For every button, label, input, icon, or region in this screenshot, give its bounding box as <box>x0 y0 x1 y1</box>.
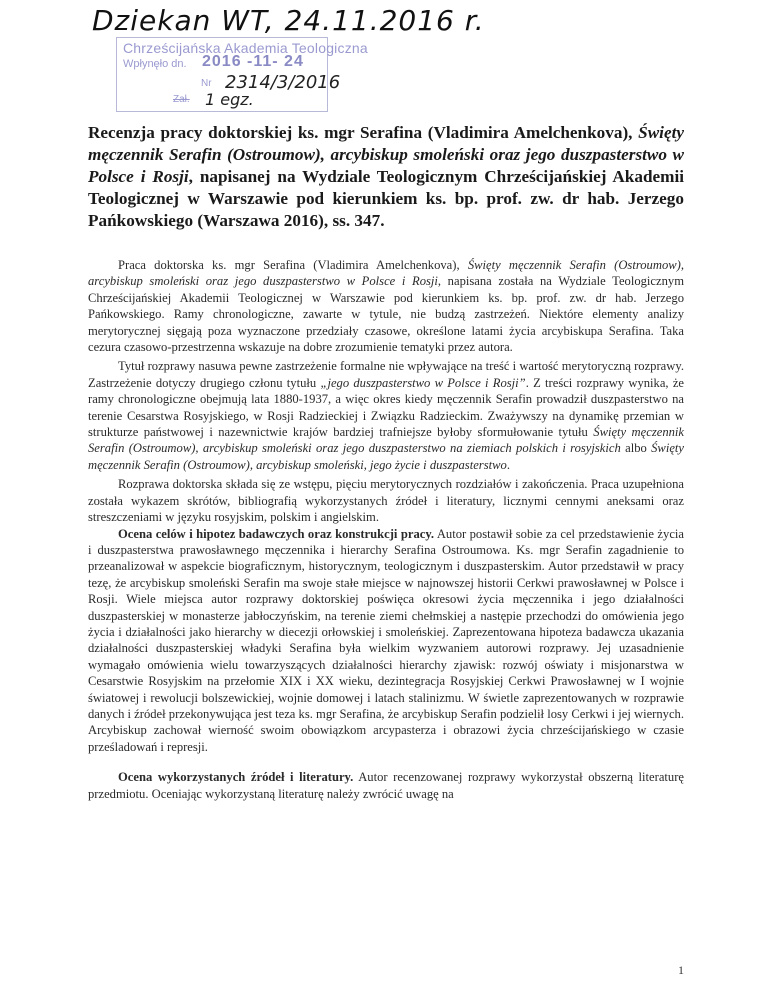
stamp-attachments-label: Zał. <box>173 94 190 105</box>
review-heading <box>88 122 684 232</box>
paragraph-aims <box>88 526 684 756</box>
paragraph-title-remark <box>88 358 684 473</box>
section-heading-aims: Ocena celów i hipotez badawczych oraz konstrukcji pracy. <box>118 526 435 541</box>
stamp-number-value: 2314/3/2016 <box>225 72 341 93</box>
section-heading-sources: Ocena wykorzystanych źródeł i literatury. <box>118 770 354 785</box>
sources-text: Autor recenzowanej rozprawy wykorzystał obszerną literaturę przedmiotu. Oceniając wykorzystaną literaturę należy zwrócić uwagę na <box>88 770 684 801</box>
p1-text-b: , napisana została na Wydziale Teologicznym Chrześcijańskiej Akademii Teologicznej w Warszawie pod kierunkiem ks. bp. prof. zw. dr hab. Jerzego Pańkowskiego. Ramy chronologiczne, zawarte w tytule, nie budzą zastrzeżeń. Niektóre elementy analizy merytorycznej sięgają poza wyznaczone przedziały czasowe, określone latami życia arcybiskupa Serafina. Taka cezura czasowo-przestrzenna wskazuje na dobre zrozumienie tematyki przez autora. <box>88 274 685 355</box>
heading-thesis-title: Święty męczennik Serafin (Ostroumow), arcybiskup smoleński oraz jego duszpasterstwo w Polsce i Rosji <box>88 123 684 186</box>
p2-alternative-title-1: Święty męczennik Serafin (Ostroumow), arcybiskup smoleński oraz jego duszpasterstwo na ziemiach polskich i rosyjskich <box>88 425 684 456</box>
paragraph-sources <box>88 769 684 802</box>
stamp-attachments-value: 1 egz. <box>205 90 254 109</box>
p2-alternative-title-2: Święty męczennik Serafin (Ostroumow), arcybiskup smoleński, jego życie i duszpasterstwo <box>88 441 684 472</box>
stamp-number-label: Nr <box>201 78 212 89</box>
handwritten-note: Dziekan WT, 24.11.2016 r. <box>92 4 485 37</box>
aims-text: Autor postawił sobie za cel przedstawienie życia i duszpasterstwa prawosławnego męczennika i hierarchy Serafina Ostroumowa. Ks. mgr Serafin zagadnienie to przeanalizował w aspekcie biograficznym, historycznym, teologicznym i duszpasterskim. Autor przedstawił w pracy tezę, że arcybiskup smoleński Serafin ma swoje stałe miejsce w najnowszej historii Cerkwi prawosławnej w Polsce i Rosji. Wiele miejsca autor rozprawy doktorskiej poświęca okresowi życia męczennika i jego działalności duszpasterskiej w monasterze jabłoczyńskim, na terenie ziemi chełmskiej a następie przechodzi do omówienia jego życia i działalności jako hierarchy w diecezji orłowskiej i smoleńskiej. Zaprezentowana hipoteza badawcza ukazania działalności duszpasterskiej władyki Serafina była wielkim wyzwaniem autorowi rozprawy. Jej uzasadnienie wymagało omówienia wielu towarzyszących działalności hierarchy zjawisk: rozwój oświaty i misjonarstwa w Cesarstwie Rosyjskim na przełomie XIX i XX wieku, dezintegracja Rosyjskiej Cerkwi Prawosławnej w I wojnie światowej i rewolucji bolszewickiej, wojnie domowej i latach stalinizmu. W świetle zaprezentowanych w rozprawie danych i źródeł przekonywująca jest teza ks. mgr Serafina, że arcybiskup Serafin podzielił losy Cerkwi i jej wiernych. Arcybiskup zachował wierność swoim obowiązkom arcypasterza i obrazowi życia chrześcijańskiego w czasie prześladowań i represji. <box>88 526 684 754</box>
p2-text-a: Tytuł rozprawy nasuwa pewne zastrzeżenie formalne nie wpływające na treść i wartość merytoryczną rozprawy. Zastrzeżenie dotyczy drugiego członu tytułu <box>88 359 684 390</box>
p2-text-d: . <box>506 457 510 472</box>
stamp-received-label: Wpłynęło dn. <box>123 58 187 70</box>
page-number: 1 <box>678 963 684 977</box>
p1-thesis-title: Święty męczennik Serafin (Ostroumow), arcybiskup smoleński oraz jego duszpasterstwo w Polsce i Rosji <box>88 258 684 289</box>
p2-text-b: . Z treści rozprawy wynika, że ramy chronologiczne obejmują lata 1880-1937, a więc okres kiedy męczennik Serafin prowadził duszpasterstwo na terenie Cesarstwa Rosyjskiego, w Rosji Radzieckiej i Związku Radzieckim. Zważywszy na dynamikę przemian w strukturze państwowej i nazewnictwie krajów bardziej trafniejsze byłoby sformułowanie tytułu <box>88 375 684 440</box>
stamp-institution: Chrześcijańska Akademia Teologiczna <box>123 40 368 56</box>
p2-quoted-title: „jego duszpasterstwo w Polsce i Rosji” <box>320 375 526 390</box>
review-body <box>88 257 684 805</box>
receipt-stamp <box>116 37 368 112</box>
paragraph-intro <box>88 257 684 355</box>
stamp-received-date: 2016 -11- 24 <box>202 53 304 70</box>
heading-rest: , napisanej na Wydziale Teologicznym Chrześcijańskiej Akademii Teologicznej w Warszawie pod kierunkiem ks. bp. prof. zw. dr hab. Jerzego Pańkowskiego (Warszawa 2016), ss. 347. <box>88 167 684 230</box>
p1-text-a: Praca doktorska ks. mgr Serafina (Vladimira Amelchenkova), <box>118 258 468 272</box>
paragraph-structure: Rozprawa doktorska składa się ze wstępu, pięciu merytorycznych rozdziałów i zakończenia. Praca uzupełniona została wykazem skrótów, bibliografią wykorzystanych źródeł i literatury, licznymi cennymi aneksami oraz streszczeniami w języku rosyjskim, polskim i angielskim. <box>88 477 684 525</box>
p2-text-c: albo <box>620 441 652 456</box>
heading-lead: Recenzja pracy doktorskiej ks. mgr Serafina (Vladimira Amelchenkova), <box>88 123 639 142</box>
